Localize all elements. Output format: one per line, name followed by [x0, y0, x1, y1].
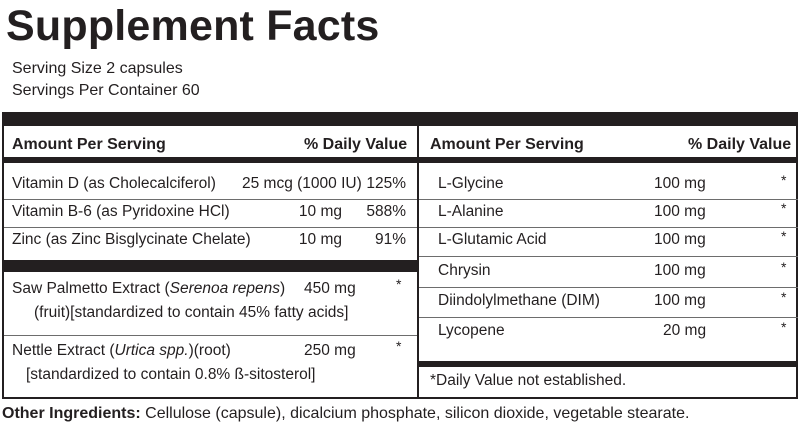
extract-latin-name: Serenoa repens [169, 280, 280, 297]
extract-detail: [standardized to contain 0.8% ß-sitosterol] [26, 366, 316, 383]
left-row-name: Vitamin D (as Cholecalciferol) [12, 175, 216, 192]
right-row-amount: 20 mg [663, 322, 707, 339]
left-row-dv: 91% [374, 231, 406, 248]
right-row-name: Diindolylmethane (DIM) [438, 292, 600, 309]
extract-dv: * [396, 276, 402, 292]
right-row-name: L-Glycine [438, 175, 504, 192]
row-divider [4, 227, 417, 228]
right-row-name: Lycopene [438, 322, 505, 339]
right-row-dv: * [781, 289, 787, 305]
extract-amount: 450 mg [304, 280, 356, 297]
other-ingredients-text: Cellulose (capsule), dicalcium phosphate, silicon dioxide, vegetable stearate. [140, 405, 690, 422]
left-row-amount: 10 mg [298, 203, 342, 220]
right-row-amount: 100 mg [654, 262, 706, 279]
right-row-amount: 100 mg [654, 203, 706, 220]
extract-amount: 250 mg [304, 342, 356, 359]
row-divider [419, 287, 798, 288]
right-row-amount: 100 mg [654, 231, 706, 248]
row-divider [4, 199, 417, 200]
row-divider [419, 199, 798, 200]
row-divider [419, 317, 798, 318]
row-divider [419, 256, 798, 257]
right-row-name: Chrysin [438, 262, 491, 279]
top-bar [4, 114, 796, 126]
right-row-dv: * [781, 319, 787, 335]
extract-latin-name: Urtica spp. [114, 342, 189, 359]
right-row-name: L-Glutamic Acid [438, 231, 547, 248]
supplement-facts-title: Supplement Facts [6, 2, 380, 50]
facts-table [2, 112, 798, 399]
extract-name-prefix: Nettle Extract ( [12, 342, 115, 359]
right-footer-rule [419, 361, 798, 367]
extract-name-prefix: Saw Palmetto Extract ( [12, 280, 170, 297]
row-divider [4, 335, 417, 336]
daily-value-footnote: *Daily Value not established. [430, 372, 627, 389]
left-row-dv: 125% [366, 175, 406, 192]
extract-name [12, 280, 285, 298]
left-row-amount: 10 mg [298, 231, 342, 248]
right-header-rule [419, 157, 798, 163]
row-divider [419, 227, 798, 228]
left-row-name: Zinc (as Zinc Bisglycinate Chelate) [12, 231, 251, 248]
right-row-name: L-Alanine [438, 203, 504, 220]
extract-name-suffix: ) [279, 280, 286, 297]
left-header-rule [4, 157, 417, 163]
section-bar [4, 260, 417, 272]
left-header-amount: Amount Per Serving [12, 136, 166, 153]
left-row-name: Vitamin B-6 (as Pyridoxine HCl) [12, 203, 230, 220]
right-row-amount: 100 mg [654, 292, 706, 309]
extract-detail: (fruit)[standardized to contain 45% fatty acids] [34, 304, 349, 321]
serving-size: Serving Size 2 capsules [12, 60, 183, 77]
right-header-daily-value: % Daily Value [688, 136, 792, 153]
servings-per-container: Servings Per Container 60 [12, 82, 200, 99]
other-ingredients-label: Other Ingredients: [2, 405, 141, 422]
right-row-dv: * [781, 200, 787, 216]
left-header-daily-value: % Daily Value [304, 136, 408, 153]
right-header-amount: Amount Per Serving [430, 136, 584, 153]
extract-name-suffix: )(root) [188, 342, 231, 359]
left-row-amount: 25 mcg (1000 IU) [242, 175, 362, 192]
right-row-dv: * [781, 172, 787, 188]
other-ingredients [2, 405, 689, 423]
right-row-amount: 100 mg [654, 175, 706, 192]
left-row-dv: 588% [366, 203, 406, 220]
extract-name [12, 342, 231, 360]
right-row-dv: * [781, 259, 787, 275]
extract-dv: * [396, 338, 402, 354]
right-row-dv: * [781, 228, 787, 244]
